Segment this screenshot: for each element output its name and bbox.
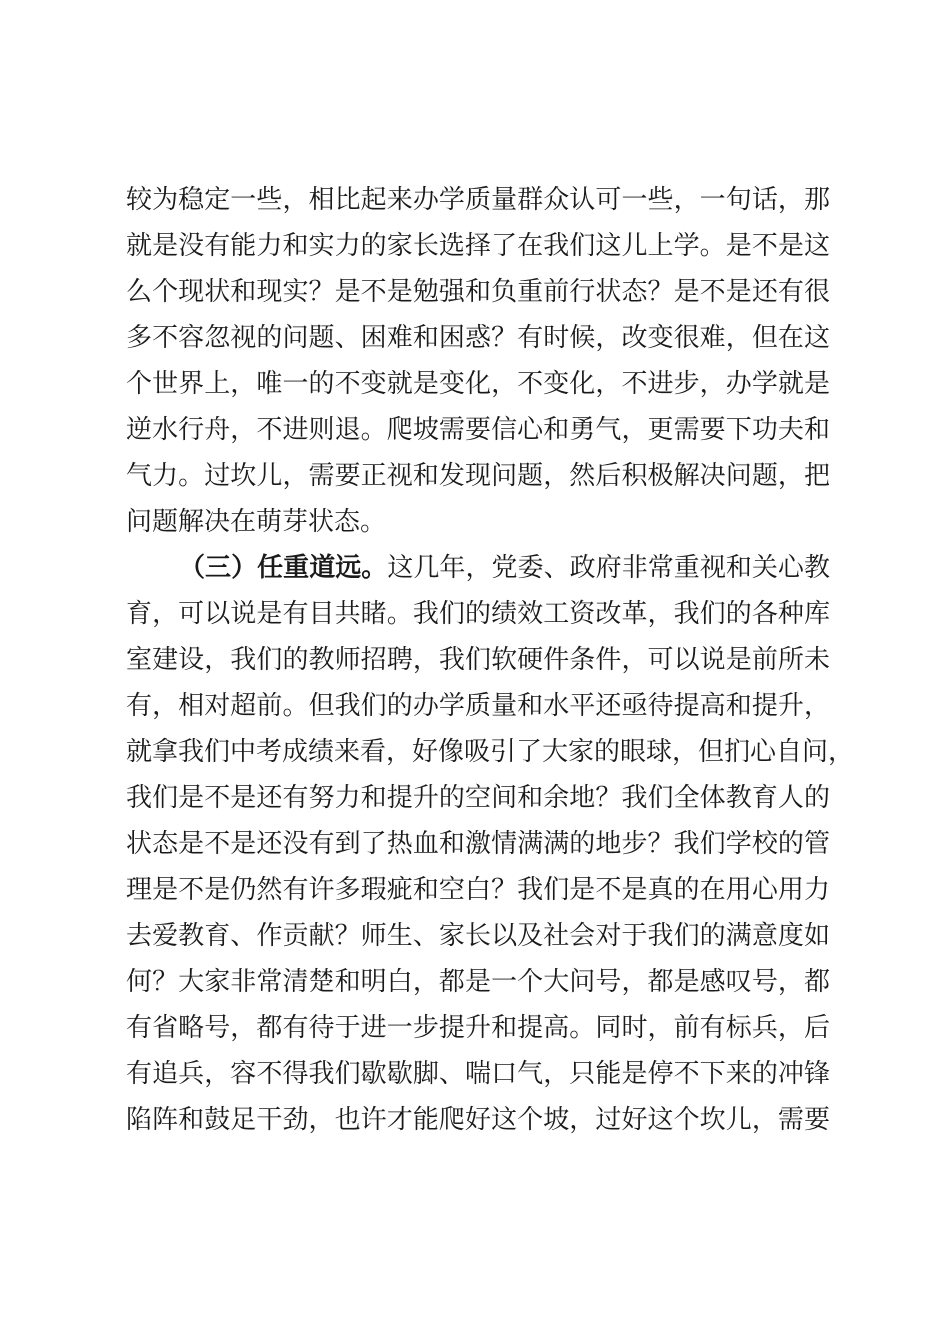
- paragraph-line: 去爱教育、作贡献？师生、家长以及社会对于我们的满意度如: [126, 921, 830, 951]
- paragraph-line: 就拿我们中考成绩来看，好像吸引了大家的眼球，但扪心自问，: [126, 737, 855, 767]
- section-first-line: [179, 555, 830, 581]
- paragraph-line: 何？大家非常清楚和明白，都是一个大问号，都是感叹号，都: [126, 967, 830, 997]
- paragraph-line: 气力。过坎儿，需要正视和发现问题，然后积极解决问题，把: [126, 461, 830, 491]
- paragraph-line: 育，可以说是有目共睹。我们的绩效工资改革，我们的各种库: [126, 599, 830, 629]
- paragraph-line: 个世界上，唯一的不变就是变化，不变化，不进步，办学就是: [126, 369, 830, 399]
- paragraph-line: 么个现状和现实？是不是勉强和负重前行状态？是不是还有很: [126, 277, 830, 307]
- paragraph-line: 室建设，我们的教师招聘，我们软硬件条件，可以说是前所未: [126, 645, 830, 675]
- section-first-line-text: 这几年，党委、政府非常重视和关心教: [387, 553, 830, 583]
- paragraph-line: 有，相对超前。但我们的办学质量和水平还亟待提高和提升，: [126, 691, 830, 721]
- paragraph-line: 多不容忽视的问题、困难和困惑？有时候，改变很难，但在这: [126, 323, 830, 353]
- paragraph-line: 我们是不是还有努力和提升的空间和余地？我们全体教育人的: [126, 783, 830, 813]
- paragraph-line: 逆水行舟，不进则退。爬坡需要信心和勇气，更需要下功夫和: [126, 415, 830, 445]
- paragraph-line: 有追兵，容不得我们歇歇脚、喘口气，只能是停不下来的冲锋: [126, 1059, 830, 1089]
- paragraph-line: 有省略号，都有待于进一步提升和提高。同时，前有标兵，后: [126, 1013, 830, 1043]
- paragraph-line: 就是没有能力和实力的家长选择了在我们这儿上学。是不是这: [126, 231, 830, 261]
- paragraph-line: 问题解决在萌芽状态。: [126, 507, 387, 537]
- paragraph-line: 陷阵和鼓足干劲，也许才能爬好这个坡，过好这个坎儿，需要: [126, 1105, 830, 1135]
- paragraph-line: 理是不是仍然有许多瑕疵和空白？我们是不是真的在用心用力: [126, 875, 830, 905]
- section-heading: （三）任重道远。: [179, 553, 388, 583]
- paragraph-line: 状态是不是还没有到了热血和激情满满的地步？我们学校的管: [126, 829, 830, 859]
- paragraph-line: 较为稳定一些，相比起来办学质量群众认可一些，一句话，那: [126, 185, 830, 215]
